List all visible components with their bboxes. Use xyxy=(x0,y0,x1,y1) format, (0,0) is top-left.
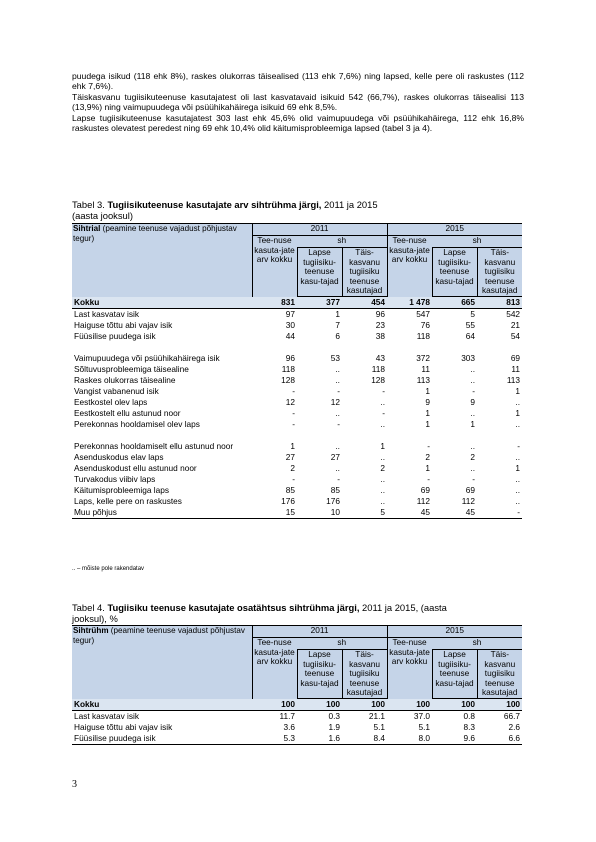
table3-caption-years: 2011 ja 2015 xyxy=(321,199,378,210)
table-row xyxy=(72,722,522,733)
cell-value: 9 xyxy=(425,397,431,408)
cell-value: 8.0 xyxy=(387,733,432,745)
cell-value: .. xyxy=(515,474,521,485)
cell-value: .. xyxy=(380,397,386,408)
cell-value: 38 xyxy=(375,331,386,342)
table3-year-2015: 2015 xyxy=(387,224,522,236)
cell-value: - xyxy=(292,474,295,485)
intro-paragraph-3: Lapse tugiisikuteenuse kasutajatest 303 last ehk 45,6% olid vaimupuudega või psüühikahäirega, 112 ehk 16,8% raskustes olevatest peredest ning 69 ehk 10,4% olid käitumisprobleemiga lapsed (tabel 3 ja 4). xyxy=(72,112,524,134)
table3-col-total-2011: Tee-nuse kasuta-jate arv kokku xyxy=(252,236,297,297)
cell-value: 21 xyxy=(510,320,521,331)
table4-year-2015: 2015 xyxy=(387,626,522,638)
cell-value: 1 xyxy=(425,419,431,430)
cell-value: 9 xyxy=(470,397,476,408)
cell-value: .. xyxy=(470,441,476,452)
cell-value: 5.3 xyxy=(252,733,297,745)
cell-value: 813 xyxy=(477,297,522,309)
row-label: Asenduskodus elav laps xyxy=(74,452,164,463)
table4-col-total-2011: Tee-nuse kasuta-jate arv kokku xyxy=(252,638,297,699)
table4-caption xyxy=(72,602,532,624)
cell-value: 128 xyxy=(371,375,386,386)
table-row xyxy=(72,375,522,386)
cell-value: 7 xyxy=(335,320,340,331)
cell-value: 118 xyxy=(371,364,386,375)
cell-value: 23 xyxy=(375,320,386,331)
table3-footnote: .. – mõiste pole rakendatav xyxy=(72,566,145,572)
cell-value: 6 xyxy=(335,331,340,342)
cell-value: 5 xyxy=(470,309,476,320)
cell-value: 100 xyxy=(432,699,477,711)
cell-value: 1 xyxy=(515,463,521,474)
table4-caption-note: jooksul), % xyxy=(72,613,118,624)
table4-caption-prefix: Tabel 4. xyxy=(72,602,108,613)
table-row xyxy=(72,331,522,342)
cell-value: 53 xyxy=(330,353,340,364)
cell-value: 37.0 xyxy=(413,711,431,722)
cell-value: 542 xyxy=(506,309,521,320)
cell-value: 55 xyxy=(465,320,476,331)
cell-value: .. xyxy=(470,408,476,419)
cell-value: 30 xyxy=(285,320,295,331)
cell-value: 8.3 xyxy=(463,722,476,733)
table-row xyxy=(72,320,522,331)
cell-value: 1 478 xyxy=(387,297,432,309)
row-label: Asenduskodust ellu astunud noor xyxy=(74,463,197,474)
cell-value: 69 xyxy=(510,353,521,364)
table3-caption-title: Tugiisikuteenuse kasutajate arv sihtrühma järgi, xyxy=(107,199,322,210)
cell-value: 11.7 xyxy=(279,711,295,722)
cell-value: 1 xyxy=(290,441,295,452)
cell-value: 665 xyxy=(432,297,477,309)
row-label: Füüsilise puudega isik xyxy=(72,733,252,745)
cell-value: .. xyxy=(335,364,340,375)
cell-value: 6.6 xyxy=(477,733,522,745)
cell-value: - xyxy=(427,474,431,485)
table4 xyxy=(72,625,522,745)
cell-value: 1 xyxy=(425,386,431,397)
table-row xyxy=(72,408,522,419)
cell-value: 100 xyxy=(342,699,387,711)
row-label: Käitumisprobleemiga laps xyxy=(74,485,170,496)
cell-value: 303 xyxy=(461,353,476,364)
cell-value: 97 xyxy=(285,309,295,320)
cell-value: 8.4 xyxy=(342,733,387,745)
cell-value: 27 xyxy=(330,452,340,463)
cell-value: 3.6 xyxy=(283,722,295,733)
cell-value: 1.9 xyxy=(328,722,340,733)
table-total-row xyxy=(72,297,522,309)
cell-value: 12 xyxy=(330,397,340,408)
cell-value: - xyxy=(382,408,386,419)
cell-value: 100 xyxy=(252,699,297,711)
row-label: Muu põhjus xyxy=(72,507,252,519)
row-label: Haiguse tõttu abi vajav isik xyxy=(74,722,173,733)
table3-sh-2011: sh xyxy=(297,236,387,248)
table-row xyxy=(72,397,522,408)
cell-value: .. xyxy=(515,485,521,496)
cell-value: 15 xyxy=(252,507,297,519)
row-label: Last kasvatav isik xyxy=(74,711,140,722)
table-row xyxy=(72,474,522,485)
cell-value: .. xyxy=(470,375,476,386)
intro-paragraph-1: puudega isikud (118 ehk 8%), raskes olukorras täisealised (113 ehk 7,6%) ning lapsed, kelle pere oli raskustes (112 ehk 7,6%). xyxy=(72,71,524,92)
table3-caption-prefix: Tabel 3. xyxy=(72,199,108,210)
table-row xyxy=(72,386,522,397)
cell-value: .. xyxy=(515,419,521,430)
cell-value: .. xyxy=(335,408,340,419)
cell-value: 113 xyxy=(506,375,521,386)
cell-value: 454 xyxy=(342,297,387,309)
cell-value: 1 xyxy=(335,309,340,320)
cell-value: .. xyxy=(470,463,476,474)
table4-col-adult-2015: Täis-kasvanu tugiisiku teenuse kasutajad xyxy=(477,650,522,699)
row-label: Vaimupuudega või psüühikahäirega isik xyxy=(74,353,220,364)
cell-value: .. xyxy=(380,496,386,507)
cell-value: 112 xyxy=(416,496,431,507)
cell-value: 9.6 xyxy=(432,733,477,745)
row-label: Kokku xyxy=(72,297,252,309)
row-label: Perekonnas hooldamisel olev laps xyxy=(74,419,200,430)
cell-value: 100 xyxy=(387,699,432,711)
cell-value: .. xyxy=(335,463,340,474)
intro-paragraph-2: Täiskasvanu tugiisikuteenuse kasutajatest oli last kasvatavaid isikuid 542 (66,7%), raskes olukorras täisealisi 113 (13,9%) ning vaimupuudega või psüühikahäirega isikuid 69 ehk 8,5%. xyxy=(72,91,524,113)
table3-col-adult-2011: Täis-kasvanu tugiisiku teenuse kasutajad xyxy=(342,248,387,297)
cell-value: 11 xyxy=(511,364,521,375)
cell-value: 100 xyxy=(477,699,522,711)
row-label: Kokku xyxy=(72,699,252,711)
cell-value: - xyxy=(477,507,522,519)
row-label: Sõltuvusprobleemiga täisealine xyxy=(74,364,189,375)
table-total-row xyxy=(72,699,522,711)
cell-value: 85 xyxy=(330,485,340,496)
cell-value: - xyxy=(517,441,521,452)
cell-value: 96 xyxy=(285,353,295,364)
cell-value: - xyxy=(337,386,340,397)
cell-value: .. xyxy=(515,397,521,408)
cell-value: 66.7 xyxy=(503,711,521,722)
table4-body xyxy=(72,699,522,745)
cell-value: .. xyxy=(380,485,386,496)
cell-value: 128 xyxy=(281,375,295,386)
table-row xyxy=(72,364,522,375)
cell-value: 2 xyxy=(290,463,295,474)
cell-value: 85 xyxy=(285,485,295,496)
table3-year-2011: 2011 xyxy=(252,224,387,236)
cell-value: 45 xyxy=(387,507,432,519)
table3-caption-note: (aasta jooksul) xyxy=(72,210,133,221)
row-label: Haiguse tõttu abi vajav isik xyxy=(74,320,173,331)
cell-value: 113 xyxy=(416,375,431,386)
table4-caption-years: 2011 ja 2015, (aasta xyxy=(359,602,447,613)
table3-col-child-2015: Lapse tugiisiku-teenuse kasu-tajad xyxy=(432,248,477,297)
row-label: Eestkostelt ellu astunud noor xyxy=(74,408,181,419)
cell-value: 44 xyxy=(285,331,295,342)
cell-value: 43 xyxy=(375,353,386,364)
cell-value: - xyxy=(292,408,295,419)
cell-value: - xyxy=(427,441,431,452)
cell-value: .. xyxy=(335,441,340,452)
cell-value: 11 xyxy=(421,364,431,375)
table3-body xyxy=(72,297,522,519)
cell-value: - xyxy=(472,386,476,397)
table-row xyxy=(72,342,522,364)
table-row xyxy=(72,430,522,452)
cell-value: - xyxy=(337,419,340,430)
table3-caption xyxy=(72,199,532,221)
cell-value: 377 xyxy=(297,297,342,309)
table3-col-total-2015: Tee-nuse kasuta-jate arv kokku xyxy=(387,236,432,297)
row-label: Eestkostel olev laps xyxy=(74,397,148,408)
cell-value: 0.8 xyxy=(463,711,476,722)
cell-value: 1 xyxy=(470,419,476,430)
cell-value: 10 xyxy=(297,507,342,519)
table4-header-label: Sihtrühm (peamine teenuse vajadust põhjustav tegur) xyxy=(72,626,252,699)
cell-value: .. xyxy=(335,375,340,386)
cell-value: .. xyxy=(515,452,521,463)
cell-value: 2 xyxy=(470,452,476,463)
table3-col-adult-2015: Täis-kasvanu tugiisiku teenuse kasutajad xyxy=(477,248,522,297)
cell-value: 2 xyxy=(380,463,386,474)
table3 xyxy=(72,223,522,519)
cell-value: 1 xyxy=(515,386,521,397)
cell-value: .. xyxy=(380,452,386,463)
cell-value: 2 xyxy=(425,452,431,463)
table-row xyxy=(72,485,522,496)
cell-value: - xyxy=(292,419,295,430)
cell-value: 176 xyxy=(326,496,340,507)
cell-value: .. xyxy=(380,419,386,430)
cell-value: 1.6 xyxy=(297,733,342,745)
cell-value: 112 xyxy=(461,496,476,507)
table4-col-child-2015: Lapse tugiisiku-teenuse kasu-tajad xyxy=(432,650,477,699)
cell-value: 96 xyxy=(375,309,386,320)
cell-value: 547 xyxy=(416,309,431,320)
cell-value: 64 xyxy=(465,331,476,342)
table4-col-total-2015: Tee-nuse kasuta-jate arv kokku xyxy=(387,638,432,699)
table-row xyxy=(72,419,522,430)
cell-value: .. xyxy=(380,474,386,485)
row-label: Raskes olukorras täisealine xyxy=(74,375,176,386)
cell-value: - xyxy=(382,386,386,397)
cell-value: 118 xyxy=(281,364,295,375)
cell-value: 76 xyxy=(420,320,431,331)
table4-col-child-2011: Lapse tugiisiku-teenuse kasu-tajad xyxy=(297,650,342,699)
page-number: 3 xyxy=(72,779,77,790)
table-row xyxy=(72,463,522,474)
table3-header-label: Sihtrial (peamine teenuse vajadust põhjustav tegur) xyxy=(72,224,252,297)
table4-caption-title: Tugiisiku teenuse kasutajate osatähtsus sihtrühma järgi, xyxy=(107,602,360,613)
row-label: Turvakodus viibiv laps xyxy=(74,474,156,485)
cell-value: 12 xyxy=(285,397,295,408)
cell-value: 2.6 xyxy=(508,722,521,733)
cell-value: - xyxy=(472,474,476,485)
cell-value: - xyxy=(292,386,295,397)
cell-value: 69 xyxy=(420,485,431,496)
table-row xyxy=(72,733,522,745)
cell-value: 54 xyxy=(510,331,521,342)
intro-text xyxy=(72,71,524,133)
cell-value: 1 xyxy=(515,408,521,419)
cell-value: 831 xyxy=(252,297,297,309)
cell-value: 100 xyxy=(297,699,342,711)
table4-year-2011: 2011 xyxy=(252,626,387,638)
cell-value: 1 xyxy=(380,441,386,452)
cell-value: 5.1 xyxy=(418,722,431,733)
cell-value: .. xyxy=(470,364,476,375)
table4-sh-2011: sh xyxy=(297,638,387,650)
cell-value: 1 xyxy=(425,408,431,419)
cell-value: 118 xyxy=(416,331,431,342)
cell-value: 45 xyxy=(432,507,477,519)
row-label: Füüsilise puudega isik xyxy=(74,331,156,342)
table4-sh-2015: sh xyxy=(432,638,522,650)
table4-col-adult-2011: Täis-kasvanu tugiisiku teenuse kasutajad xyxy=(342,650,387,699)
row-label: Vangist vabanenud isik xyxy=(74,386,159,397)
cell-value: 5 xyxy=(342,507,387,519)
table-row xyxy=(72,452,522,463)
cell-value: .. xyxy=(515,496,521,507)
cell-value: - xyxy=(337,474,340,485)
cell-value: 27 xyxy=(285,452,295,463)
cell-value: 69 xyxy=(465,485,476,496)
table3-col-child-2011: Lapse tugiisiku-teenuse kasu-tajad xyxy=(297,248,342,297)
table-row xyxy=(72,711,522,723)
row-label: Perekonnas hooldamiselt ellu astunud noor xyxy=(74,441,234,452)
row-label: Laps, kelle pere on raskustes xyxy=(74,496,182,507)
table-row xyxy=(72,309,522,321)
cell-value: 5.1 xyxy=(373,722,386,733)
cell-value: 1 xyxy=(425,463,431,474)
cell-value: 372 xyxy=(416,353,431,364)
table3-sh-2015: sh xyxy=(432,236,522,248)
cell-value: 176 xyxy=(281,496,295,507)
row-label: Last kasvatav isik xyxy=(74,309,140,320)
cell-value: 0.3 xyxy=(328,711,340,722)
cell-value: 21.1 xyxy=(368,711,386,722)
table-row xyxy=(72,507,522,519)
table-row xyxy=(72,496,522,507)
